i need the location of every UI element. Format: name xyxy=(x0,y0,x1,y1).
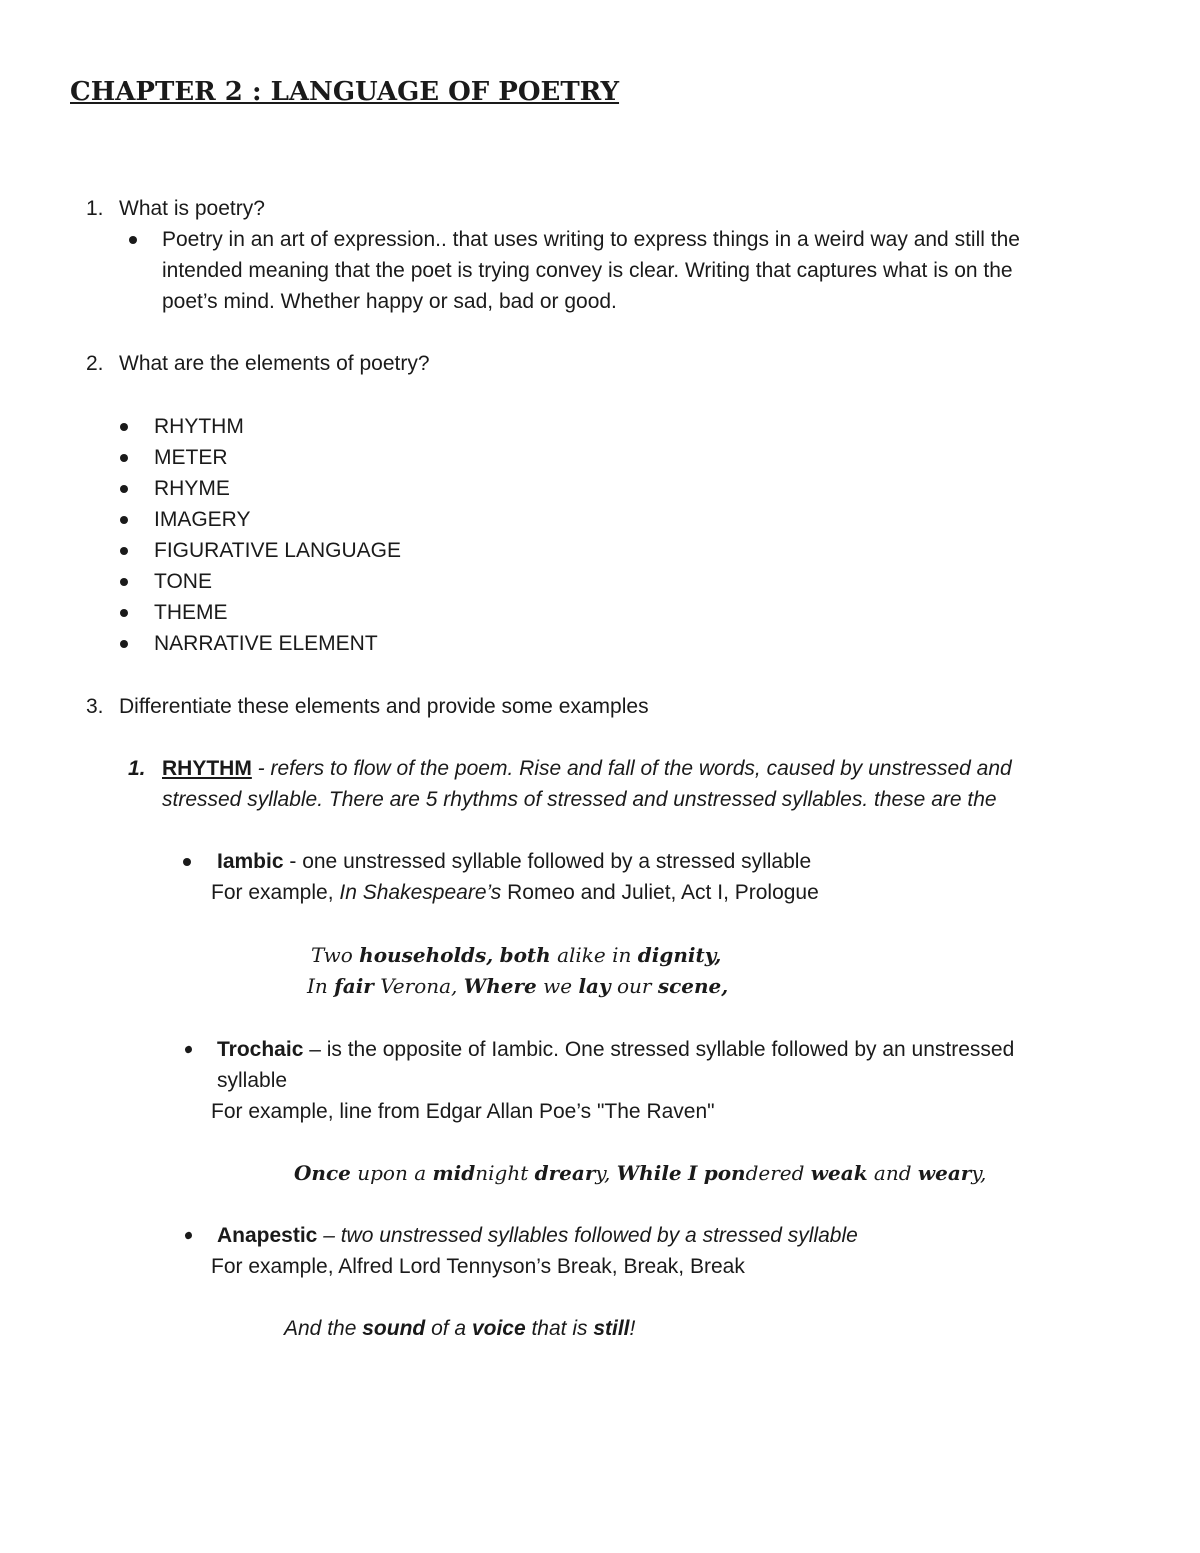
quote-word: households, xyxy=(359,943,494,967)
rhythm-definition xyxy=(162,753,1012,784)
trochaic-desc-line2: syllable xyxy=(217,1069,288,1092)
list-item: RHYME xyxy=(154,477,230,500)
quote-word: our xyxy=(610,974,658,998)
list-item: FIGURATIVE LANGUAGE xyxy=(154,539,401,562)
anapestic-example: For example, Alfred Lord Tennyson’s Break, Break, Break xyxy=(211,1255,745,1278)
example-suffix: Romeo and Juliet, Act I, Prologue xyxy=(501,881,819,904)
sub-number: 1. xyxy=(128,757,146,780)
trochaic-definition xyxy=(217,1034,1014,1065)
quote-word: lay xyxy=(578,974,611,998)
quote-word: sound xyxy=(362,1317,426,1340)
quote-word: still xyxy=(593,1317,630,1340)
example-italic: In Shakespeare’s xyxy=(339,881,502,904)
list-item: RHYTHM xyxy=(154,415,244,438)
quote-word: y, xyxy=(971,1161,987,1185)
quote-word: scene, xyxy=(657,974,729,998)
quote-word: wear xyxy=(917,1161,972,1185)
quote-word: y, xyxy=(595,1161,617,1185)
anapestic-definition xyxy=(217,1220,858,1251)
list-item: THEME xyxy=(154,601,228,624)
anapestic-desc: – two unstressed syllables followed by a stressed syllable xyxy=(317,1224,858,1247)
quote-word: of a xyxy=(425,1317,472,1340)
iambic-quote-line-2 xyxy=(307,971,728,1002)
quote-word: dignity, xyxy=(637,943,722,967)
trochaic-desc: – is the opposite of Iambic. One stressed syllable followed by an unstressed xyxy=(303,1038,1015,1061)
quote-word: upon xyxy=(350,1161,415,1185)
quote-word: that is xyxy=(525,1317,594,1340)
page-title: CHAPTER 2 : LANGUAGE OF POETRY xyxy=(70,77,620,107)
iambic-term: Iambic xyxy=(217,850,284,873)
quote-word: and xyxy=(867,1161,918,1185)
bullet-icon xyxy=(184,1045,193,1054)
trochaic-example: For example, line from Edgar Allan Poe’s "The Raven" xyxy=(211,1100,715,1123)
bullet-icon xyxy=(183,858,191,866)
bullet-icon xyxy=(129,236,137,244)
list-item: IMAGERY xyxy=(154,508,251,531)
quote-word: pon xyxy=(703,1161,746,1185)
quote-word: weak xyxy=(810,1161,868,1185)
iambic-definition xyxy=(217,846,811,877)
rhythm-desc-line2: stressed syllable. There are 5 rhythms of stressed and unstressed syllables. these are the xyxy=(162,788,997,811)
list-item: TONE xyxy=(154,570,212,593)
answer-line: intended meaning that the poet is trying convey is clear. Writing that captures what is on the xyxy=(162,259,1013,282)
list-item: NARRATIVE ELEMENT xyxy=(154,632,378,655)
quote-word: in xyxy=(605,943,638,967)
anapestic-term: Anapestic xyxy=(217,1224,318,1247)
question-number: 3. xyxy=(86,695,104,718)
rhythm-term: RHYTHM xyxy=(162,757,252,780)
quote-word: Verona, xyxy=(373,974,464,998)
bullet-icon xyxy=(120,454,128,462)
question-2: What are the elements of poetry? xyxy=(119,352,430,375)
quote-word: voice xyxy=(471,1317,526,1340)
quote-word: night xyxy=(475,1161,529,1185)
rhythm-desc: - refers to flow of the poem. Rise and fall of the words, caused by unstressed and xyxy=(251,757,1012,780)
bullet-icon xyxy=(120,547,128,555)
anapestic-quote xyxy=(284,1313,635,1344)
trochaic-term: Trochaic xyxy=(217,1038,304,1061)
bullet-icon xyxy=(120,516,128,524)
quote-word: alike xyxy=(557,943,606,967)
quote-word: we xyxy=(536,974,579,998)
quote-word: Once xyxy=(294,1161,351,1185)
quote-word: dered xyxy=(745,1161,811,1185)
quote-word: Two xyxy=(311,943,360,967)
quote-word: Where xyxy=(463,974,537,998)
quote-word: ! xyxy=(629,1317,636,1340)
quote-word: I xyxy=(688,1161,698,1185)
bullet-icon xyxy=(120,423,128,431)
question-3: Differentiate these elements and provide some examples xyxy=(119,695,649,718)
iambic-quote-line-1 xyxy=(311,940,721,971)
quote-word: While xyxy=(616,1161,682,1185)
quote-word: drear xyxy=(534,1161,596,1185)
question-number: 1. xyxy=(86,197,104,220)
quote-word: both xyxy=(499,943,551,967)
quote-word: In xyxy=(307,974,335,998)
answer-line: poet’s mind. Whether happy or sad, bad or good. xyxy=(162,290,617,313)
bullet-icon xyxy=(184,1231,193,1240)
iambic-example xyxy=(211,877,819,908)
bullet-icon xyxy=(120,578,128,586)
quote-word: fair xyxy=(334,974,374,998)
example-prefix: For example, xyxy=(211,881,340,904)
list-item: METER xyxy=(154,446,228,469)
bullet-icon xyxy=(120,485,128,493)
trochaic-quote xyxy=(294,1158,986,1189)
bullet-icon xyxy=(120,640,128,648)
question-number: 2. xyxy=(86,352,104,375)
iambic-desc: - one unstressed syllable followed by a stressed syllable xyxy=(283,850,812,873)
answer-line: Poetry in an art of expression.. that uses writing to express things in a weird way and still the xyxy=(162,228,1020,251)
quote-word: mid xyxy=(432,1161,476,1185)
bullet-icon xyxy=(120,609,128,617)
quote-word: And the xyxy=(284,1317,363,1340)
quote-word: a xyxy=(414,1161,427,1185)
question-1: What is poetry? xyxy=(119,197,265,220)
